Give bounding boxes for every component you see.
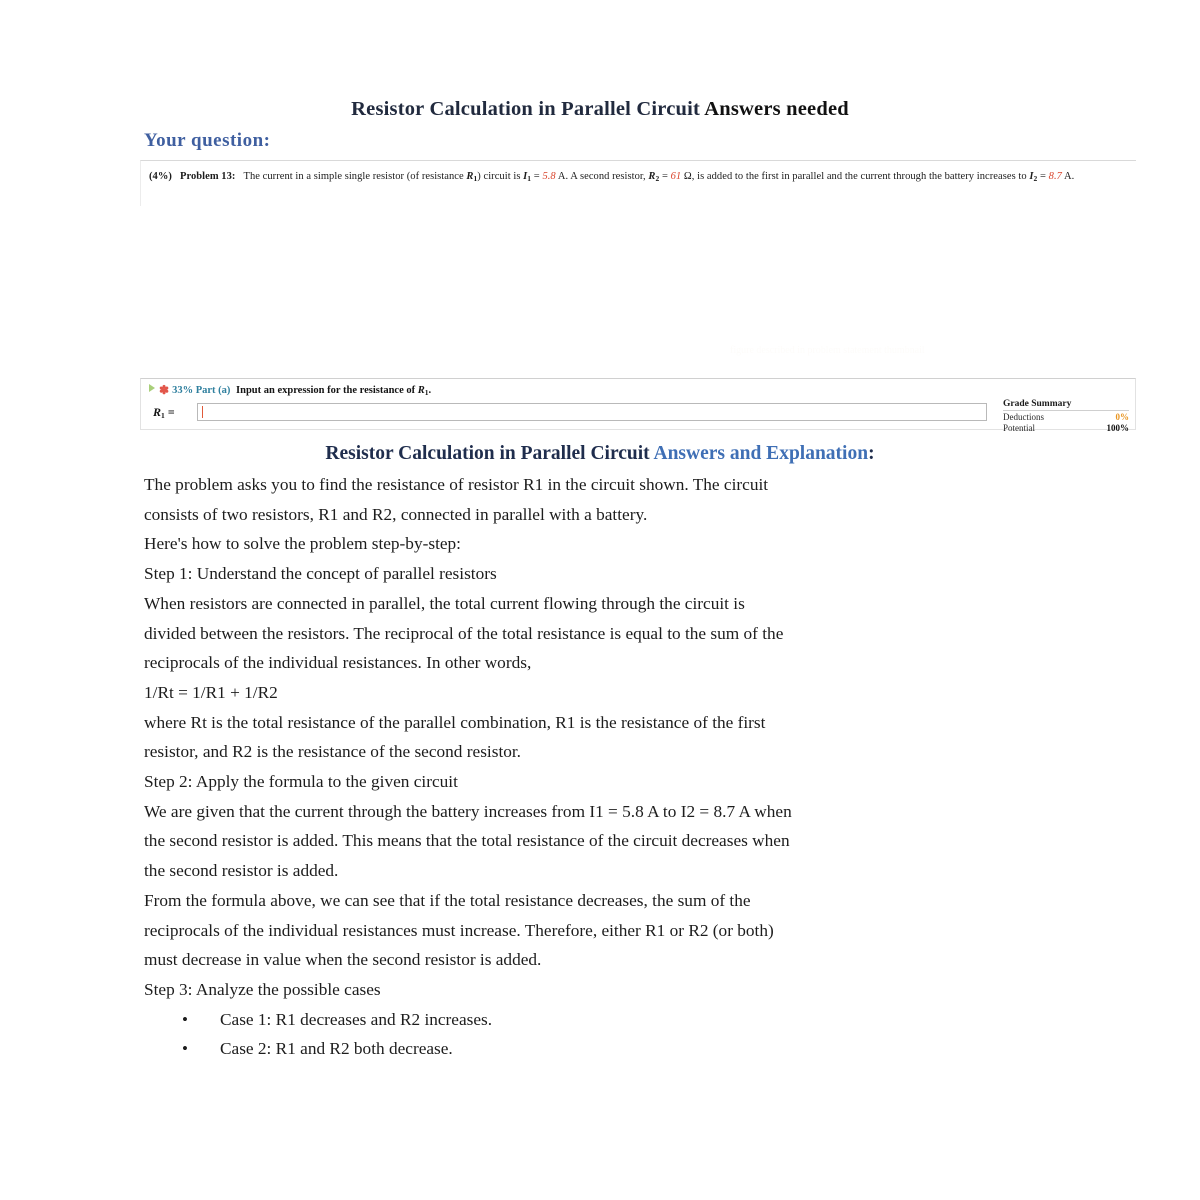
variable-R1: $R_1$ [466, 171, 478, 183]
explanation-step-heading: Step 2: Apply the formula to the given circuit [144, 772, 458, 792]
problem-number: Problem 13: [179, 171, 236, 182]
variable-R2: $R_2$ [648, 171, 660, 183]
deductions-value: 0% [1115, 412, 1129, 422]
explanation-paragraph: consists of two resistors, R1 and R2, connected in parallel with a battery. [144, 504, 648, 524]
explanation-formula: 1/Rt = 1/R1 + 1/R2 [144, 682, 278, 702]
explanation-paragraph: Here's how to solve the problem step-by-step: [144, 534, 461, 554]
part-a-percent: 33% [172, 385, 194, 396]
unit-ohm: Ω, [683, 171, 695, 182]
problem-line1b: ) circuit is [477, 171, 521, 182]
answer-section-title [140, 443, 1060, 465]
deductions-label: Deductions [1003, 412, 1044, 422]
explanation-paragraph: the second resistor is added. This means that the total resistance of the circuit decreases when [144, 831, 790, 851]
grade-summary-row-potential [1003, 423, 1129, 434]
answer-title-blue: Answers and Explanation [653, 443, 869, 464]
explanation-paragraph: From the formula above, we can see that if the total resistance decreases, the sum of the [144, 890, 751, 910]
problem-line1c: A second resistor, [570, 171, 646, 182]
explanation-paragraph: The problem asks you to find the resistance of resistor R1 in the circuit shown. The circuit [144, 475, 769, 494]
explanation-paragraph: reciprocals of the individual resistances. In other words, [144, 653, 532, 673]
problem-statement-text [149, 169, 1128, 186]
explanation-step-heading: Step 3: Analyze the possible cases [144, 979, 381, 999]
explanation-paragraph: must decrease in value when the second resistor is added. [144, 950, 542, 970]
explanation-paragraph: reciprocals of the individual resistances must increase. Therefore, either R1 or R2 (or both) [144, 920, 774, 940]
answer-input-row [151, 403, 991, 423]
page-title [140, 98, 1060, 121]
explanation-paragraph: divided between the resistors. The reciprocal of the total resistance is equal to the sum of the [144, 623, 784, 643]
grade-summary-row-deductions [1003, 412, 1129, 423]
cases-list [144, 1005, 1060, 1064]
part-a-header [149, 384, 431, 399]
part-a-instruction: Input an expression for the resistance of $R_1$. [236, 385, 432, 397]
answer-title-dark: Resistor Calculation in Parallel Circuit [325, 443, 650, 464]
explanation-paragraph: the second resistor is added. [144, 861, 339, 881]
variable-I1: $I_1$ [523, 171, 532, 183]
explanation-body [144, 470, 1060, 1064]
grade-summary-title: Grade Summary [1003, 399, 1129, 411]
page-title-suffix: Answers needed [704, 98, 849, 120]
answer-title-colon: : [868, 443, 875, 464]
value-I2: 8.7 [1048, 171, 1062, 182]
your-question-heading: Your question: [144, 130, 271, 151]
explanation-paragraph: resistor, and R2 is the resistance of the second resistor. [144, 742, 522, 762]
unit-amp-2: A. [1064, 171, 1075, 182]
list-item [144, 1005, 1060, 1035]
problem-weight: (4%) [149, 171, 172, 182]
part-a-block [140, 378, 1136, 433]
bullet-dot-icon: • [182, 1039, 188, 1059]
explanation-step-heading: Step 1: Understand the concept of parallel resistors [144, 564, 497, 584]
answer-field-label: $R_1$ = [153, 405, 175, 420]
equals-sign-3: = [1039, 171, 1046, 182]
problem-line1a: The current in a simple single resistor (of resistance [243, 171, 464, 182]
potential-value: 100% [1106, 423, 1129, 433]
explanation-paragraph: where Rt is the total resistance of the parallel combination, R1 is the resistance of the first [144, 712, 766, 732]
list-item-text: Case 2: R1 and R2 both decrease. [220, 1039, 453, 1059]
resistance-answer-input[interactable] [197, 403, 987, 421]
variable-I2: $I_2$ [1029, 171, 1038, 183]
value-I1: 5.8 [542, 171, 556, 182]
page-title-main: Resistor Calculation in Parallel Circuit [351, 98, 701, 120]
text-cursor-caret [202, 406, 203, 418]
problem-line2a: current through the battery increases to [860, 171, 1027, 182]
play-triangle-icon[interactable] [149, 384, 155, 392]
explanation-paragraph: We are given that the current through the battery increases from I1 = 5.8 A to I2 = 8.7 A when [144, 801, 792, 821]
equals-sign-1: = [533, 171, 540, 182]
list-item-text: Case 1: R1 decreases and R2 increases. [220, 1009, 493, 1029]
potential-label: Potential [1003, 423, 1035, 433]
part-a-label: Part (a) [195, 385, 231, 396]
value-R2: 61 [670, 171, 682, 182]
bullet-dot-icon: • [182, 1009, 188, 1029]
problem-line1d: is added to the first in parallel and the [697, 171, 858, 182]
faint-artifact-text: figure described in problem statement thumbnail [730, 345, 925, 356]
list-item [144, 1034, 1060, 1064]
equals-sign-2: = [661, 171, 668, 182]
unit-amp-1: A. [557, 171, 569, 182]
explanation-paragraph: When resistors are connected in parallel, the total current flowing through the circuit is [144, 593, 745, 613]
red-asterisk-burst-icon: ✽ [159, 383, 170, 397]
problem-statement-block [140, 160, 1136, 206]
grade-summary-panel [1003, 399, 1129, 434]
